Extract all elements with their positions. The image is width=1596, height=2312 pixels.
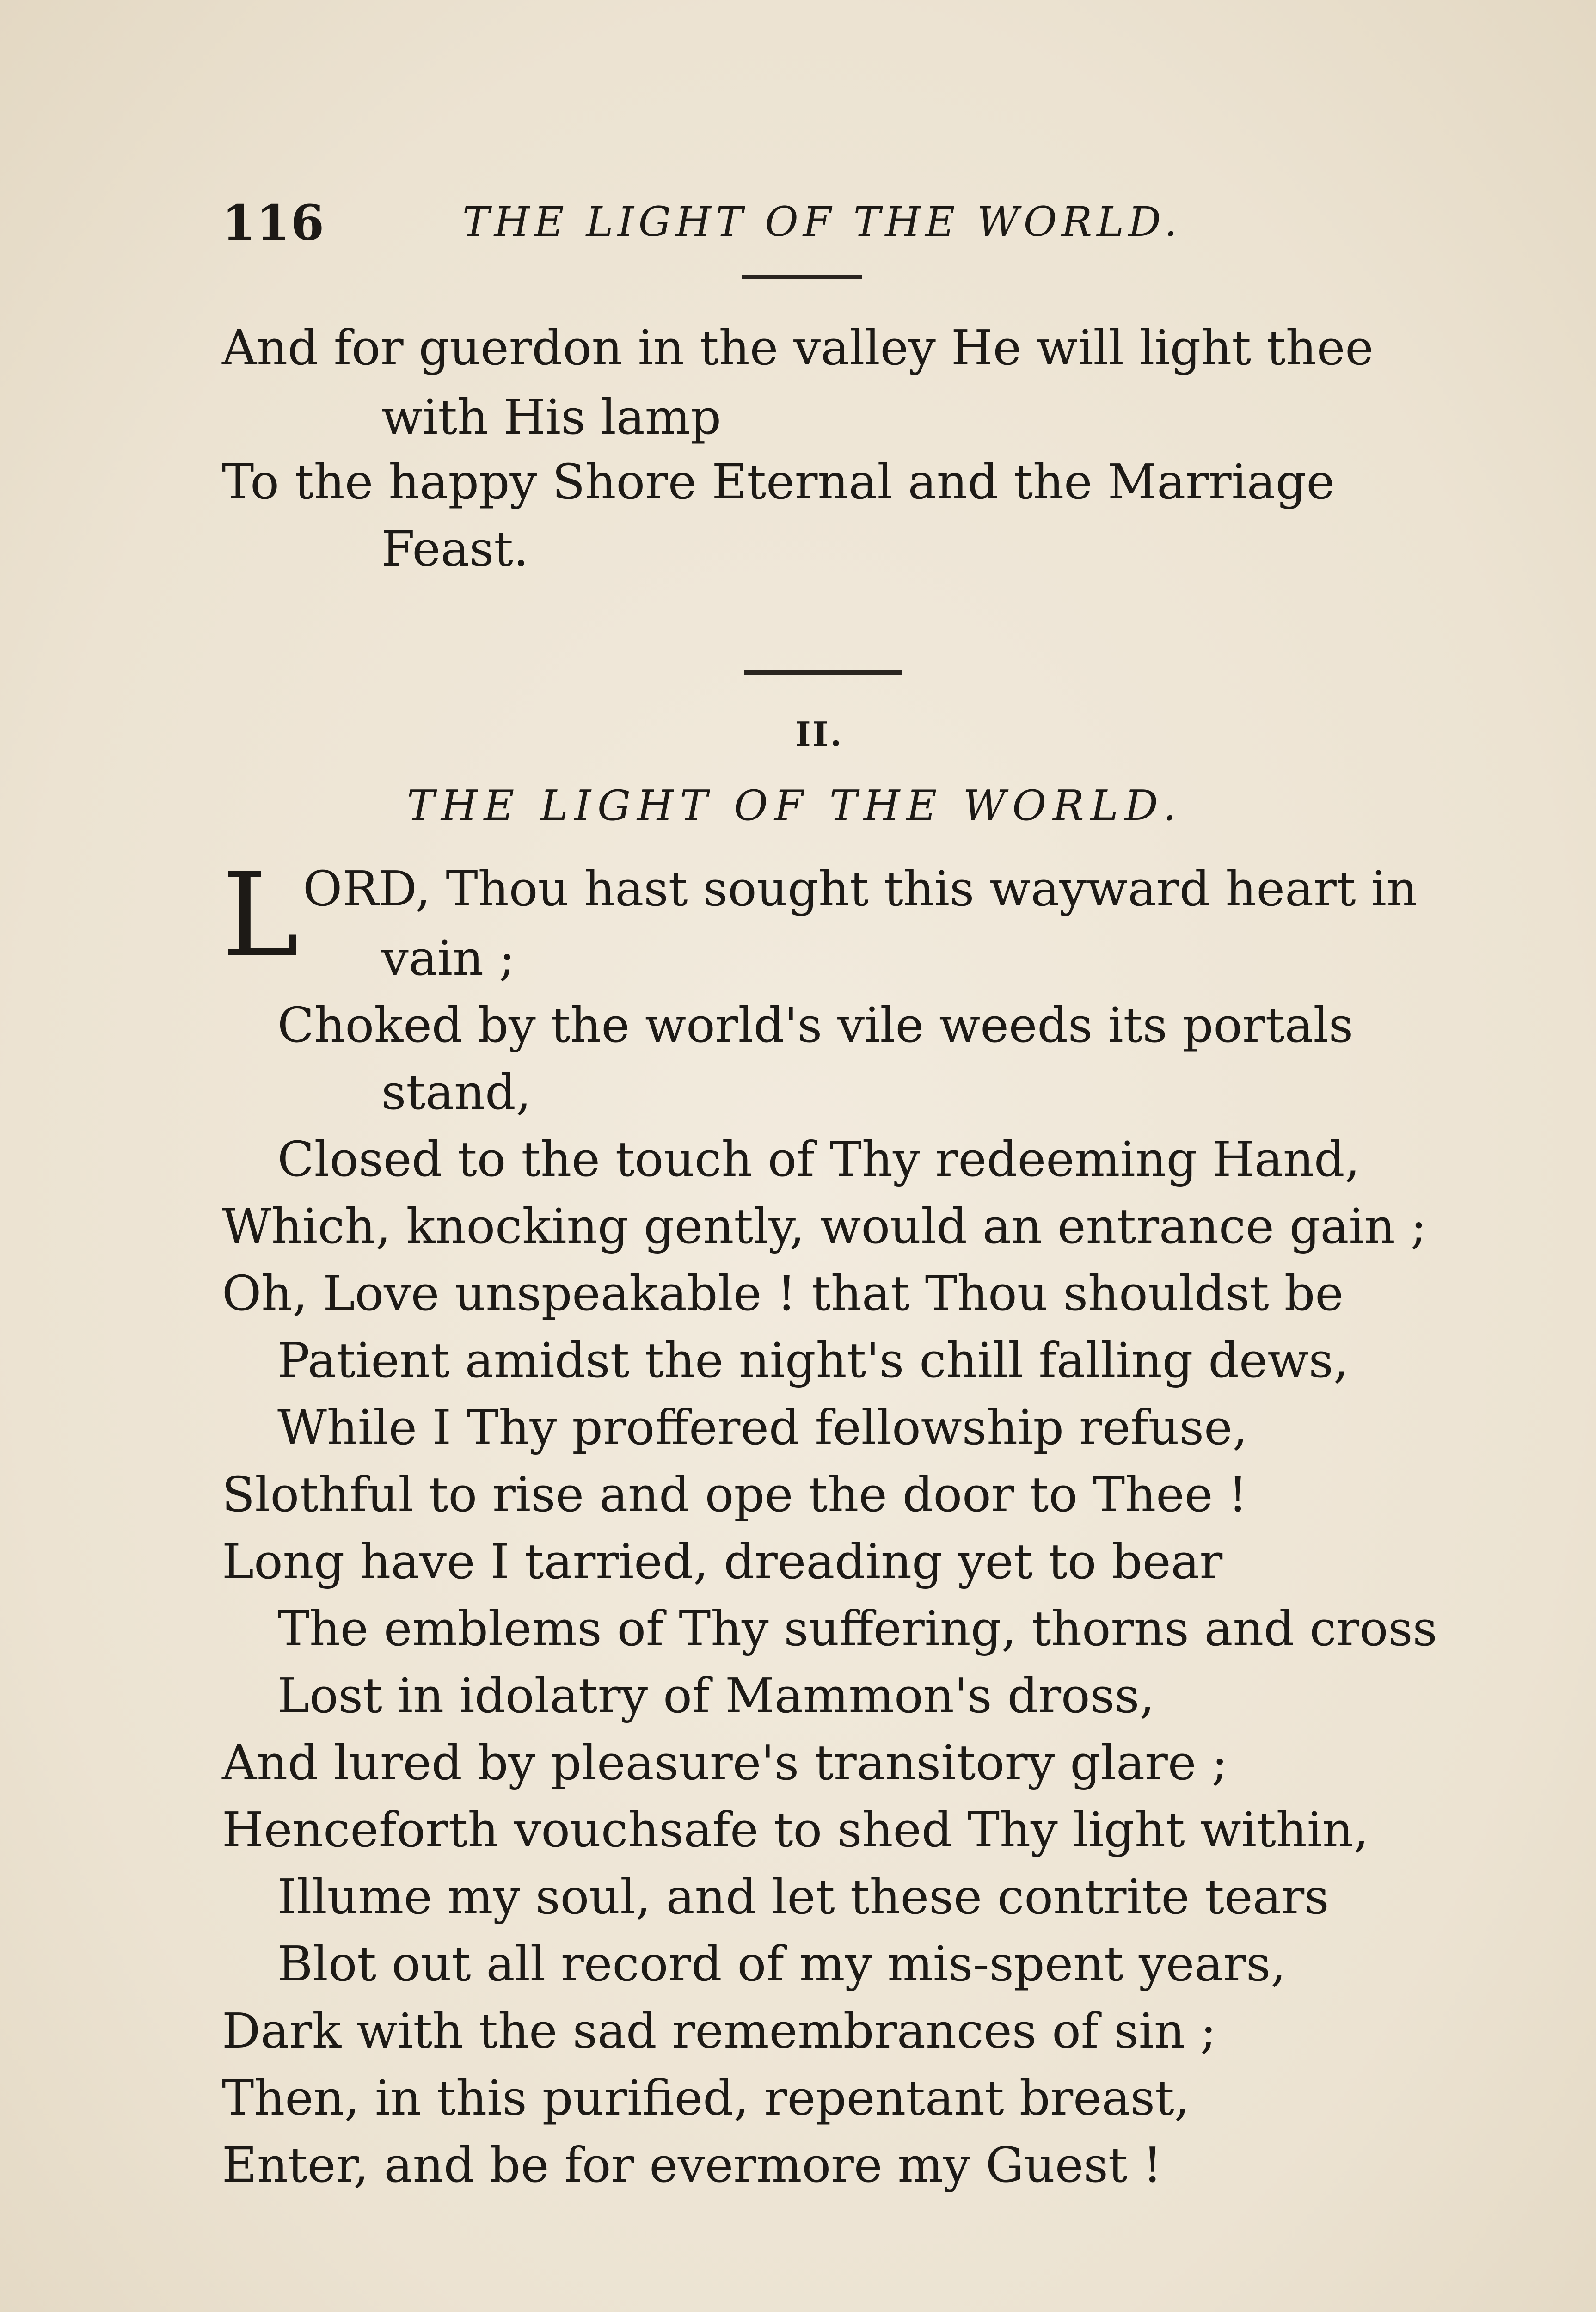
poem-line: Patient amidst the night's chill falling dews, — [277, 1332, 1349, 1389]
poem-line: Which, knocking gently, would an entrance gain ; — [222, 1198, 1427, 1254]
poem-line: vain ; — [381, 930, 516, 986]
running-head: THE LIGHT OF THE WORLD. — [462, 198, 1182, 246]
poem-line: Lost in idolatry of Mammon's dross, — [277, 1667, 1155, 1724]
section-title: THE LIGHT OF THE WORLD. — [407, 781, 1183, 830]
poem-line: Slothful to rise and ope the door to Thee ! — [222, 1466, 1248, 1523]
poem-line: And lured by pleasure's transitory glare ; — [222, 1734, 1228, 1791]
poem-line: Dark with the sad remembrances of sin ; — [222, 2003, 1217, 2059]
poem-line: Feast. — [381, 521, 529, 577]
poem-line: Then, in this purified, repentant breast, — [222, 2070, 1190, 2126]
poem-line: The emblems of Thy suffering, thorns and cross — [277, 1600, 1437, 1657]
poem-line: ORD, Thou hast sought this wayward heart in — [303, 861, 1418, 917]
poem-line: Choked by the world's vile weeds its portals — [277, 997, 1354, 1053]
poem-line: Enter, and be for evermore my Guest ! — [222, 2137, 1162, 2193]
poem-line: While I Thy proffered fellowship refuse, — [277, 1399, 1248, 1456]
poem-line: Blot out all record of my mis-spent years, — [277, 1936, 1286, 1992]
section-divider — [744, 670, 902, 675]
poem-line: To the happy Shore Eternal and the Marriage — [222, 454, 1335, 510]
poem-line: And for guerdon in the valley He will light thee — [222, 320, 1374, 376]
drop-cap: L — [222, 848, 299, 983]
header-rule — [742, 275, 862, 279]
page-number: 116 — [222, 194, 325, 251]
poem-line: Long have I tarried, dreading yet to bear — [222, 1533, 1223, 1590]
poem-line: stand, — [381, 1064, 531, 1120]
poem-line: Illume my soul, and let these contrite tears — [277, 1869, 1329, 1925]
poem-line: Henceforth vouchsafe to shed Thy light within, — [222, 1802, 1369, 1858]
poem-line: Oh, Love unspeakable ! that Thou shouldst be — [222, 1265, 1344, 1322]
poem-line: with His lamp — [381, 389, 721, 445]
poem-line: Closed to the touch of Thy redeeming Hand, — [277, 1131, 1360, 1187]
page-header — [222, 194, 1433, 268]
section-numeral: II. — [795, 714, 844, 754]
